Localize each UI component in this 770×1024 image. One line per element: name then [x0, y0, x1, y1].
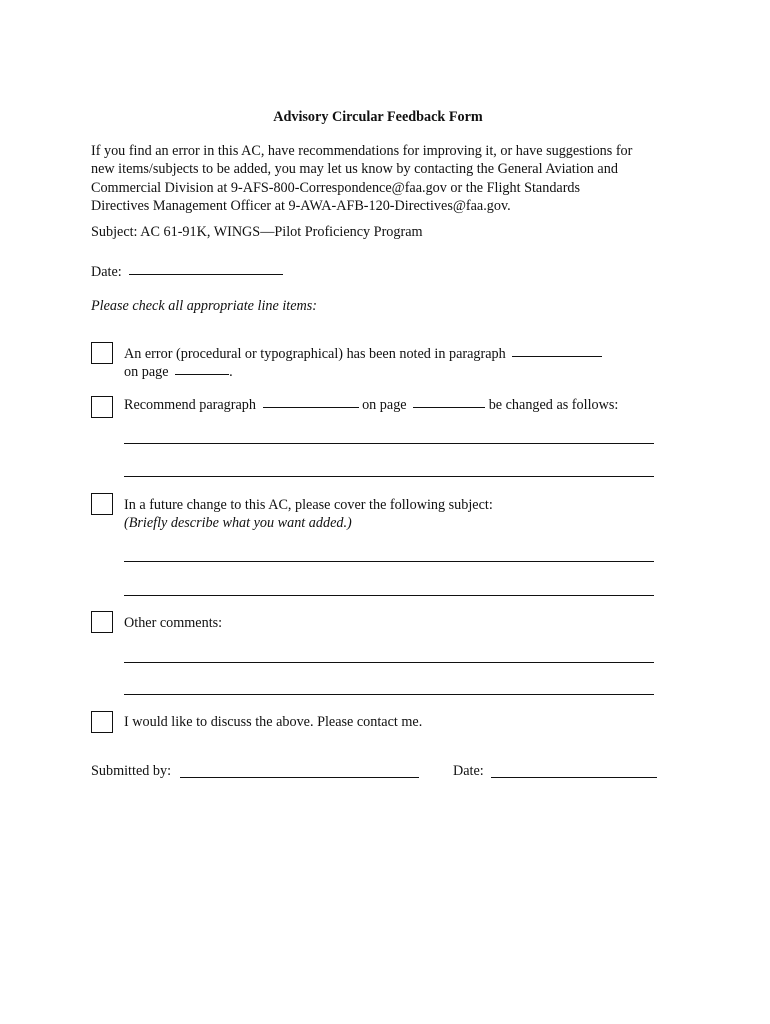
recommend-part1: Recommend paragraph: [124, 397, 256, 413]
future-change-item-text: [124, 496, 493, 533]
recommend-part3: be changed as follows:: [488, 397, 619, 413]
submitted-by-field[interactable]: [180, 777, 419, 778]
intro-paragraph: [91, 142, 681, 215]
error-page-blank[interactable]: [175, 373, 229, 375]
intro-line: If you find an error in this AC, have recommendations for improving it, or have suggestions for: [91, 143, 633, 159]
date-label: Date:: [91, 264, 122, 280]
error-line1: An error (procedural or typographical) has been noted in paragraph: [124, 346, 506, 362]
error-checkbox[interactable]: [91, 342, 113, 364]
future-change-checkbox[interactable]: [91, 493, 113, 515]
submitted-date-label: Date:: [453, 763, 484, 779]
other-comments-checkbox[interactable]: [91, 611, 113, 633]
recommend-line-2[interactable]: [124, 476, 654, 477]
intro-line: Directives Management Officer at 9-AWA-AFB-120-Directives@faa.gov.: [91, 197, 511, 214]
contact-me-label: I would like to discuss the above. Please contact me.: [124, 714, 423, 730]
future-line1: In a future change to this AC, please cover the following subject:: [124, 497, 493, 513]
date-row: [91, 264, 283, 281]
submitted-by-label: Submitted by:: [91, 763, 172, 779]
other-comments-line-2[interactable]: [124, 694, 654, 695]
other-comments-line-1[interactable]: [124, 662, 654, 663]
recommend-item-text: [124, 396, 618, 414]
subject-line: Subject: AC 61-91K, WINGS—Pilot Proficiency Program: [91, 224, 423, 240]
recommend-page-blank[interactable]: [413, 406, 485, 408]
recommend-paragraph-blank[interactable]: [263, 406, 359, 408]
intro-line: new items/subjects to be added, you may let us know by contacting the General Aviation and: [91, 161, 618, 178]
recommend-line-1[interactable]: [124, 443, 654, 444]
error-line2-prefix: on page: [124, 364, 169, 381]
contact-me-checkbox[interactable]: [91, 711, 113, 733]
error-item-text: [124, 345, 602, 382]
instruction-text: Please check all appropriate line items:: [91, 298, 318, 314]
future-line-2[interactable]: [124, 595, 654, 596]
date-blank[interactable]: [129, 273, 283, 275]
error-line2-suffix: .: [229, 364, 233, 381]
error-paragraph-blank[interactable]: [512, 355, 602, 357]
recommend-part2: on page: [362, 397, 407, 413]
form-title: Advisory Circular Feedback Form: [273, 109, 483, 125]
future-line2: (Briefly describe what you want added.): [124, 515, 352, 532]
recommend-checkbox[interactable]: [91, 396, 113, 418]
future-line-1[interactable]: [124, 561, 654, 562]
other-comments-label: Other comments:: [124, 615, 223, 631]
submitted-date-field[interactable]: [491, 777, 657, 778]
intro-line: Commercial Division at 9-AFS-800-Correspondence@faa.gov or the Flight Standards: [91, 179, 581, 196]
